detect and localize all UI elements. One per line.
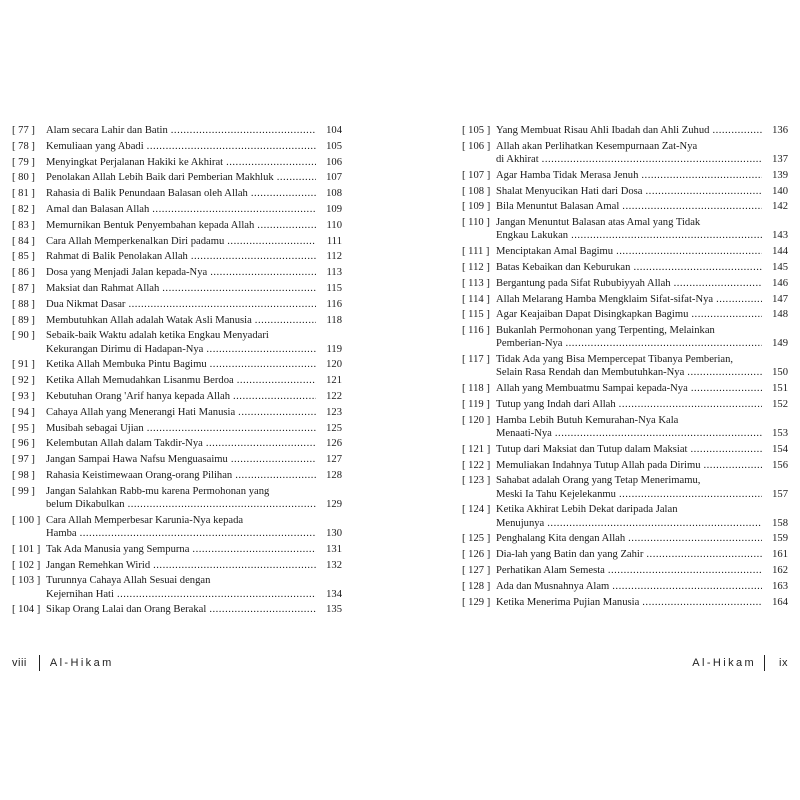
- toc-entry-page: 145: [772, 261, 788, 273]
- toc-entry-page: 104: [326, 125, 342, 136]
- toc-entry: [12, 485, 342, 511]
- toc-entry-title: Rahmat di Balik Penolakan Allah: [46, 251, 188, 263]
- toc-entry-title: Bila Menuntut Balasan Amal: [496, 201, 620, 213]
- dot-leader: [171, 124, 316, 137]
- dot-leader: [691, 382, 762, 395]
- dot-leader: [238, 406, 316, 419]
- toc-entry-page: 161: [772, 549, 788, 561]
- toc-entry-title: Musibah sebagai Ujian: [46, 422, 144, 434]
- toc-entry-title: Yang Membuat Risau Ahli Ibadah dan Ahli Zuhud: [496, 125, 710, 136]
- toc-entry-number: [ 112 ]: [462, 261, 490, 273]
- toc-entry-number: [ 80 ]: [12, 172, 35, 184]
- toc-entry: [12, 187, 342, 200]
- toc-entry-number: [ 102 ]: [12, 559, 41, 571]
- toc-entry-title: Ketika Akhirat Lebih Dekat daripada Jalan: [496, 504, 678, 516]
- toc-entry-number: [ 118 ]: [462, 383, 490, 395]
- toc-entry-title: Kekurangan Dirimu di Hadapan-Nya: [46, 343, 204, 355]
- toc-entry: [12, 453, 342, 466]
- running-title-left: Al-Hikam: [49, 656, 114, 669]
- toc-entry-title: Ketika Menerima Pujian Manusia: [496, 596, 640, 608]
- dot-leader: [547, 517, 762, 530]
- toc-entry-title: Penghalang Kita dengan Allah: [496, 533, 626, 545]
- toc-entry-page: 118: [326, 314, 342, 326]
- toc-entry-number: [ 113 ]: [462, 277, 490, 289]
- toc-entry: [12, 374, 342, 387]
- toc-entry: [462, 261, 788, 274]
- toc-entry-number: [ 90 ]: [12, 330, 35, 342]
- toc-entry-title: belum Dikabulkan: [46, 498, 125, 510]
- toc-entry-page: 126: [326, 438, 342, 450]
- toc-entry-title: Bukanlah Permohonan yang Terpenting, Melainkan: [496, 325, 715, 337]
- dot-leader: [646, 548, 762, 561]
- dot-leader: [542, 153, 762, 166]
- toc-entry-page: 139: [772, 169, 788, 181]
- toc-entry-page: 129: [326, 498, 342, 510]
- toc-entry-title: Membutuhkan Allah adalah Watak Asli Manusia: [46, 314, 252, 326]
- toc-entry-number: [ 99 ]: [12, 485, 35, 497]
- toc-entry: [462, 200, 788, 213]
- toc-entry: [12, 437, 342, 450]
- dot-leader: [571, 229, 762, 242]
- toc-entry-title: Amal dan Balasan Allah: [46, 203, 150, 215]
- toc-entry-title: Ketika Allah Membuka Pintu Bagimu: [46, 359, 207, 371]
- toc-entry-number: [ 115 ]: [462, 309, 490, 321]
- toc-entry-number: [ 83 ]: [12, 219, 35, 231]
- toc-entry-title: Cara Allah Memperkenalkan Diri padamu: [46, 235, 225, 247]
- toc-entry-title: Menaati-Nya: [496, 427, 552, 439]
- toc-entry-number: [ 111 ]: [462, 246, 490, 258]
- toc-entry: [462, 245, 788, 258]
- toc-entry-number: [ 116 ]: [462, 325, 490, 337]
- toc-entry-number: [ 107 ]: [462, 169, 491, 181]
- dot-leader: [691, 308, 762, 321]
- footer-divider-left: [39, 655, 40, 671]
- toc-entry: [12, 203, 342, 216]
- toc-entry: [462, 140, 788, 166]
- dot-leader: [255, 314, 316, 327]
- toc-entry-number: [ 119 ]: [462, 398, 490, 410]
- toc-entry: [462, 169, 788, 182]
- toc-entry: [12, 235, 342, 248]
- toc-entry-number: [ 82 ]: [12, 203, 35, 215]
- toc-entry-page: 135: [326, 604, 342, 616]
- toc-entry-page: 148: [772, 309, 788, 321]
- toc-entry-number: [ 100 ]: [12, 514, 41, 526]
- toc-entry-number: [ 103 ]: [12, 575, 41, 587]
- dot-leader: [231, 453, 316, 466]
- toc-entry: [462, 124, 788, 137]
- dot-leader: [235, 469, 316, 482]
- toc-entry-number: [ 79 ]: [12, 156, 35, 168]
- toc-entry-page: 111: [326, 235, 342, 247]
- toc-entry-title: Sebaik-baik Waktu adalah ketika Engkau Menyadari: [46, 330, 269, 342]
- toc-entry-page: 134: [326, 588, 342, 600]
- toc-entry-title: Dia-lah yang Batin dan yang Zahir: [496, 549, 644, 561]
- toc-entry-page: 158: [772, 517, 788, 529]
- dot-leader: [716, 293, 762, 306]
- dot-leader: [153, 559, 316, 572]
- dot-leader: [642, 596, 762, 609]
- toc-entry-title: Hamba: [46, 527, 77, 539]
- toc-entry-title: Kejernihan Hati: [46, 588, 114, 600]
- toc-entry-number: [ 92 ]: [12, 375, 35, 387]
- toc-entry-page: 109: [326, 203, 342, 215]
- toc-entry-title: Kebutuhan Orang 'Arif hanya kepada Allah: [46, 390, 230, 402]
- toc-entry-page: 128: [326, 469, 342, 481]
- toc-entry-page: 143: [772, 230, 788, 242]
- toc-entry-page: 125: [326, 422, 342, 434]
- toc-entry-title: Alam secara Lahir dan Batin: [46, 125, 168, 136]
- toc-entry: [12, 171, 342, 184]
- toc-entry-title: Penolakan Allah Lebih Baik dari Pemberian Makhluk: [46, 172, 274, 184]
- toc-entry-page: 113: [326, 267, 342, 279]
- toc-entry-title: Shalat Menyucikan Hati dari Dosa: [496, 185, 643, 197]
- dot-leader: [257, 219, 316, 232]
- dot-leader: [690, 443, 762, 456]
- dot-leader: [251, 187, 316, 200]
- dot-leader: [712, 124, 762, 137]
- toc-entry-number: [ 110 ]: [462, 217, 490, 229]
- toc-entry-title: Sikap Orang Lalai dan Orang Berakal: [46, 604, 207, 616]
- toc-entry: [462, 414, 788, 440]
- toc-entry: [462, 353, 788, 379]
- toc-entry-page: 108: [326, 188, 342, 200]
- toc-entry-title: Menyingkat Perjalanan Hakiki ke Akhirat: [46, 156, 224, 168]
- toc-entry: [462, 216, 788, 242]
- toc-entry-title: Meski Ia Tahu Kejelekanmu: [496, 488, 616, 500]
- toc-entry-page: 105: [326, 140, 342, 152]
- toc-entry-title: Selain Rasa Rendah dan Membutuhkan-Nya: [496, 367, 685, 379]
- toc-entry-page: 137: [772, 154, 788, 165]
- toc-entry: [462, 596, 788, 609]
- toc-entry-page: 116: [326, 298, 342, 310]
- toc-entry-title: Jangan Sampai Hawa Nafsu Menguasaimu: [46, 454, 228, 466]
- toc-entry-page: 153: [772, 427, 788, 439]
- toc-entry-title: Rahasia di Balik Penundaan Balasan oleh Allah: [46, 188, 248, 200]
- toc-entry-number: [ 106 ]: [462, 140, 491, 152]
- dot-leader: [628, 532, 762, 545]
- toc-entry-page: 122: [326, 390, 342, 402]
- dot-leader: [209, 603, 316, 616]
- toc-entry-title: Batas Kebaikan dan Keburukan: [496, 261, 631, 273]
- toc-entry: [12, 329, 342, 355]
- toc-entry-number: [ 77 ]: [12, 125, 35, 136]
- toc-entry-page: 156: [772, 459, 788, 471]
- toc-entry-title: Ada dan Musnahnya Alam: [496, 580, 610, 592]
- toc-entry-page: 112: [326, 251, 342, 263]
- toc-entry-page: 162: [772, 564, 788, 576]
- toc-entry-title: Agar Hamba Tidak Merasa Jenuh: [496, 169, 639, 181]
- toc-entry-number: [ 125 ]: [462, 533, 491, 545]
- toc-entry-title: Ketika Allah Memudahkan Lisanmu Berdoa: [46, 375, 234, 387]
- toc-entry-title: Maksiat dan Rahmat Allah: [46, 282, 160, 294]
- toc-entry-title: Bergantung pada Sifat Rububiyyah Allah: [496, 277, 671, 289]
- toc-entry-number: [ 129 ]: [462, 596, 491, 608]
- dot-leader: [641, 169, 762, 182]
- toc-entry: [12, 250, 342, 263]
- toc-entry-page: 149: [772, 338, 788, 350]
- toc-entry: [12, 603, 342, 616]
- dot-leader: [619, 488, 762, 501]
- toc-entry: [462, 382, 788, 395]
- dot-leader: [619, 398, 762, 411]
- toc-entry: [462, 532, 788, 545]
- toc-entry-number: [ 122 ]: [462, 459, 491, 471]
- toc-entry-page: 157: [772, 488, 788, 500]
- toc-entry: [12, 298, 342, 311]
- dot-leader: [622, 200, 762, 213]
- toc-entry-title: Tutup dari Maksiat dan Tutup dalam Maksiat: [496, 443, 688, 455]
- toc-entry-page: 115: [326, 282, 342, 294]
- toc-entry-page: 123: [326, 406, 342, 418]
- toc-entry: [12, 124, 342, 137]
- dot-leader: [704, 459, 763, 472]
- toc-entry-number: [ 108 ]: [462, 185, 491, 197]
- toc-entry-number: [ 93 ]: [12, 390, 35, 402]
- toc-entry-page: 159: [772, 533, 788, 545]
- toc-entry-page: 151: [772, 383, 788, 395]
- dot-leader: [206, 343, 316, 356]
- toc-entry: [462, 548, 788, 561]
- toc-entry-title: Cara Allah Memperbesar Karunia-Nya kepada: [46, 514, 244, 526]
- toc-entry-page: 163: [772, 580, 788, 592]
- dot-leader: [192, 543, 316, 556]
- toc-entry-title: Engkau Lakukan: [496, 230, 569, 242]
- toc-entry: [462, 185, 788, 198]
- toc-entry-number: [ 97 ]: [12, 454, 35, 466]
- toc-entry: [462, 293, 788, 306]
- dot-leader: [633, 261, 762, 274]
- toc-entry: [12, 543, 342, 556]
- toc-entry-number: [ 105 ]: [462, 125, 491, 136]
- toc-entry: [12, 266, 342, 279]
- toc-entry-number: [ 127 ]: [462, 564, 491, 576]
- toc-entry: [12, 422, 342, 435]
- dot-leader: [233, 390, 316, 403]
- toc-entry-page: 121: [326, 375, 342, 387]
- page-number-right: ix: [779, 656, 788, 669]
- toc-entry-number: [ 86 ]: [12, 267, 35, 279]
- toc-entry: [462, 398, 788, 411]
- dot-leader: [237, 374, 316, 387]
- toc-entry: [12, 156, 342, 169]
- toc-entry: [462, 503, 788, 529]
- toc-entry-title: Turunnya Cahaya Allah Sesuai dengan: [46, 575, 211, 587]
- toc-entry-page: 147: [772, 293, 788, 305]
- dot-leader: [226, 156, 316, 169]
- toc-entry-number: [ 104 ]: [12, 604, 41, 616]
- dot-leader: [147, 422, 316, 435]
- toc-entry-number: [ 123 ]: [462, 475, 491, 487]
- toc-entry-page: 130: [326, 527, 342, 539]
- dot-leader: [206, 437, 316, 450]
- dot-leader: [555, 427, 762, 440]
- toc-entry-number: [ 88 ]: [12, 298, 35, 310]
- table-of-contents-left: [12, 124, 342, 619]
- toc-entry-page: 154: [772, 443, 788, 455]
- toc-entry-number: [ 114 ]: [462, 293, 490, 305]
- toc-entry: [462, 474, 788, 500]
- toc-entry-title: Hamba Lebih Butuh Kemurahan-Nya Kala: [496, 414, 679, 426]
- toc-entry-page: 119: [326, 343, 342, 355]
- toc-entry: [462, 580, 788, 593]
- toc-entry-title: Menciptakan Amal Bagimu: [496, 246, 614, 258]
- footer-divider-right: [764, 655, 765, 671]
- toc-entry: [12, 140, 342, 153]
- dot-leader: [674, 277, 762, 290]
- toc-entry-number: [ 94 ]: [12, 406, 35, 418]
- toc-entry-number: [ 126 ]: [462, 549, 491, 561]
- toc-entry-page: 164: [772, 596, 788, 608]
- toc-entry: [12, 574, 342, 600]
- toc-entry-title: Allah yang Membuatmu Sampai kepada-Nya: [496, 383, 688, 395]
- right-page-footer: [692, 655, 788, 671]
- toc-entry: [12, 406, 342, 419]
- toc-entry-title: Allah Melarang Hamba Mengklaim Sifat-sifat-Nya: [496, 293, 714, 305]
- toc-entry: [12, 282, 342, 295]
- toc-entry-number: [ 85 ]: [12, 251, 35, 263]
- toc-entry-title: Tutup yang Indah dari Allah: [496, 398, 616, 410]
- toc-entry-title: Agar Keajaiban Dapat Disingkapkan Bagimu: [496, 309, 689, 321]
- table-of-contents-right: [462, 124, 788, 611]
- toc-entry-number: [ 101 ]: [12, 543, 41, 555]
- toc-entry-title: Kemuliaan yang Abadi: [46, 140, 144, 152]
- toc-entry-title: Perhatikan Alam Semesta: [496, 564, 605, 576]
- toc-entry-title: Jangan Salahkan Rabb-mu karena Permohonan yang: [46, 485, 270, 497]
- dot-leader: [210, 266, 316, 279]
- toc-entry-title: Tak Ada Manusia yang Sempurna: [46, 543, 190, 555]
- toc-entry-number: [ 91 ]: [12, 359, 35, 371]
- toc-entry-title: Dosa yang Menjadi Jalan kepada-Nya: [46, 267, 208, 279]
- toc-entry-number: [ 98 ]: [12, 469, 35, 481]
- toc-entry-number: [ 95 ]: [12, 422, 35, 434]
- toc-entry-number: [ 81 ]: [12, 188, 35, 200]
- toc-entry-page: 150: [772, 367, 788, 379]
- toc-entry: [12, 390, 342, 403]
- toc-entry: [12, 514, 342, 540]
- toc-entry: [12, 314, 342, 327]
- toc-entry-title: Allah akan Perlihatkan Kesempurnaan Zat-Nya: [496, 140, 698, 152]
- dot-leader: [565, 337, 762, 350]
- dot-leader: [162, 282, 316, 295]
- dot-leader: [128, 498, 316, 511]
- toc-entry-title: Pemberian-Nya: [496, 338, 563, 350]
- left-page-footer: [12, 655, 114, 671]
- toc-entry-title: Memurnikan Bentuk Penyembahan kepada Allah: [46, 219, 255, 231]
- dot-leader: [152, 203, 316, 216]
- toc-entry-number: [ 128 ]: [462, 580, 491, 592]
- toc-entry-page: 110: [326, 219, 342, 231]
- dot-leader: [612, 580, 762, 593]
- toc-entry-title: Jangan Menuntut Balasan atas Amal yang Tidak: [496, 217, 701, 229]
- toc-entry: [462, 277, 788, 290]
- toc-entry-page: 106: [326, 156, 342, 168]
- page-number-left: viii: [12, 656, 27, 669]
- toc-entry-title: Tidak Ada yang Bisa Mempercepat Tibanya Pemberian,: [496, 354, 734, 366]
- toc-entry-page: 120: [326, 359, 342, 371]
- toc-entry-page: 136: [772, 125, 788, 136]
- dot-leader: [646, 185, 762, 198]
- toc-entry-page: 132: [326, 559, 342, 571]
- toc-entry-page: 131: [326, 543, 342, 555]
- toc-entry-number: [ 124 ]: [462, 504, 491, 516]
- toc-entry-number: [ 117 ]: [462, 354, 490, 366]
- toc-entry-title: Sahabat adalah Orang yang Tetap Menerimamu,: [496, 475, 701, 487]
- toc-entry: [12, 219, 342, 232]
- running-title-right: Al-Hikam: [692, 656, 757, 669]
- toc-entry-number: [ 121 ]: [462, 443, 491, 455]
- toc-entry-number: [ 96 ]: [12, 438, 35, 450]
- toc-entry-number: [ 89 ]: [12, 314, 35, 326]
- dot-leader: [616, 245, 762, 258]
- toc-entry-title: Kelembutan Allah dalam Takdir-Nya: [46, 438, 203, 450]
- dot-leader: [191, 250, 316, 263]
- dot-leader: [608, 564, 762, 577]
- toc-entry-number: [ 78 ]: [12, 140, 35, 152]
- toc-entry-page: 127: [326, 454, 342, 466]
- toc-entry-title: Memuliakan Indahnya Tutup Allah pada Dirimu: [496, 459, 701, 471]
- toc-entry-page: 144: [772, 246, 788, 258]
- toc-entry-title: Rahasia Keistimewaan Orang-orang Pilihan: [46, 469, 233, 481]
- toc-entry-title: Jangan Remehkan Wirid: [46, 559, 151, 571]
- dot-leader: [227, 235, 316, 248]
- toc-entry: [12, 469, 342, 482]
- toc-entry: [462, 308, 788, 321]
- toc-entry-page: 107: [326, 172, 342, 184]
- toc-entry: [462, 459, 788, 472]
- toc-entry-title: Cahaya Allah yang Menerangi Hati Manusia: [46, 406, 236, 418]
- toc-entry-title: Menujunya: [496, 517, 545, 529]
- toc-entry: [462, 564, 788, 577]
- toc-entry-number: [ 109 ]: [462, 201, 491, 213]
- toc-entry: [462, 324, 788, 350]
- toc-entry: [462, 443, 788, 456]
- toc-entry-number: [ 84 ]: [12, 235, 35, 247]
- toc-entry: [12, 358, 342, 371]
- dot-leader: [128, 298, 316, 311]
- toc-entry-title: di Akhirat: [496, 154, 539, 165]
- dot-leader: [80, 527, 316, 540]
- toc-entry-page: 140: [772, 185, 788, 197]
- toc-entry-page: 152: [772, 398, 788, 410]
- toc-entry-page: 142: [772, 201, 788, 213]
- toc-entry-number: [ 87 ]: [12, 282, 35, 294]
- dot-leader: [277, 171, 316, 184]
- toc-entry-page: 146: [772, 277, 788, 289]
- toc-entry-title: Dua Nikmat Dasar: [46, 298, 126, 310]
- dot-leader: [210, 358, 316, 371]
- dot-leader: [147, 140, 316, 153]
- toc-entry: [12, 559, 342, 572]
- dot-leader: [687, 366, 762, 379]
- dot-leader: [117, 588, 316, 601]
- toc-entry-number: [ 120 ]: [462, 414, 491, 426]
